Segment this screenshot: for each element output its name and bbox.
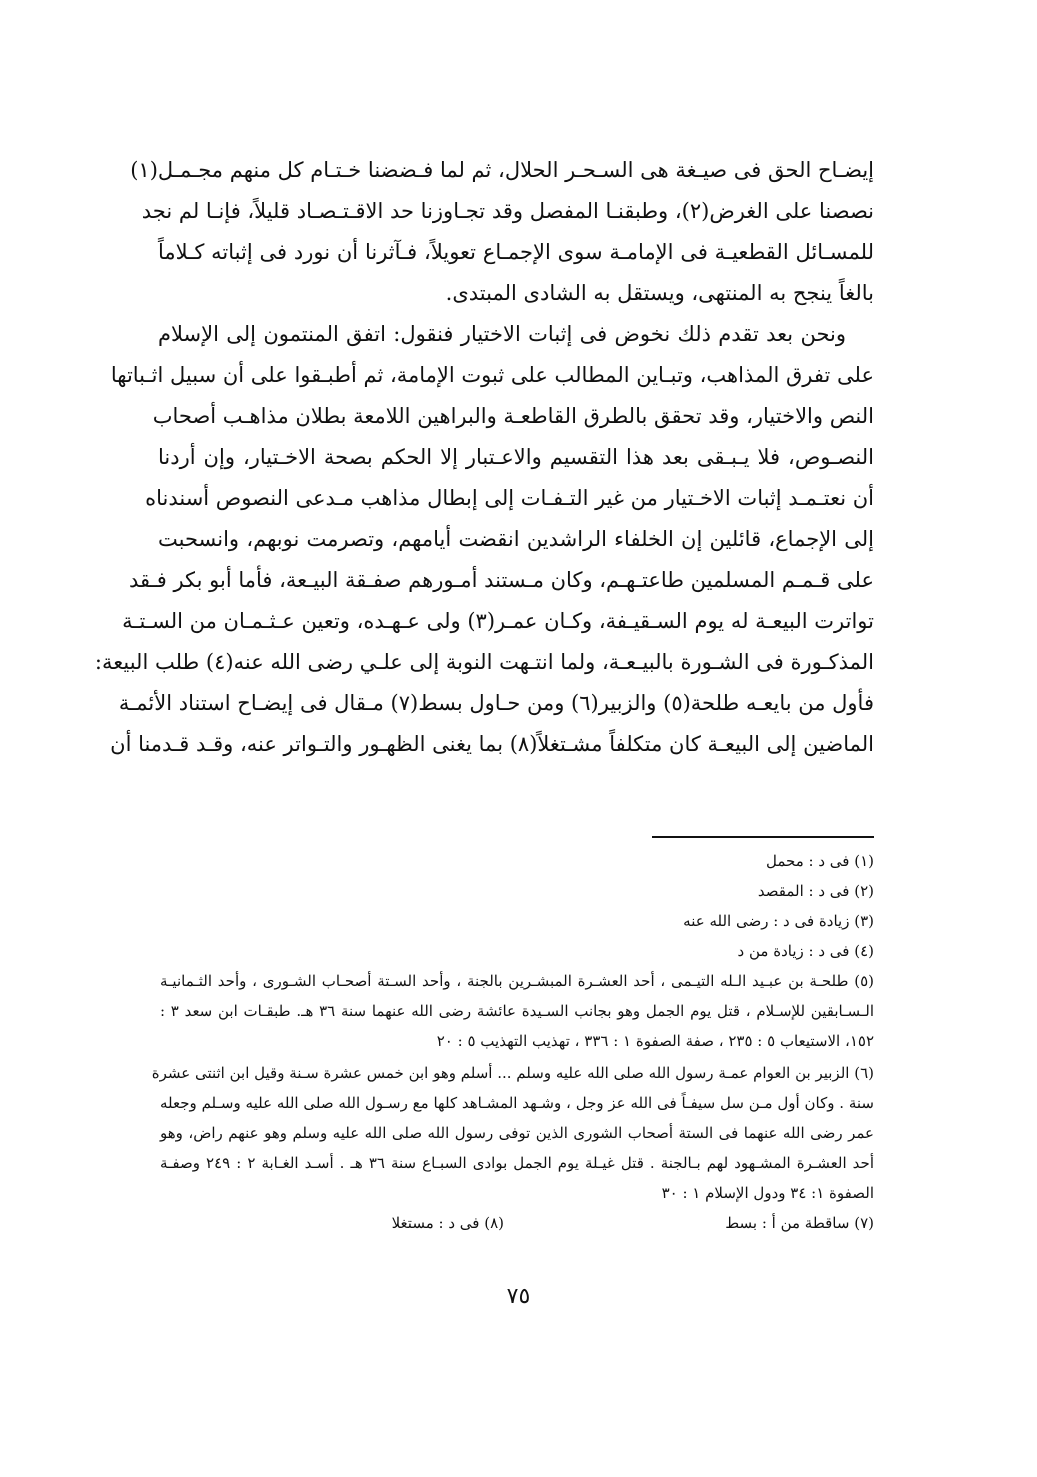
footnote-6-line: (٦) الزبير بن العوام عمـة رسول الله صلى الله عليه وسلم ... أسلم وهو ابن خمس عشرة سـنة وقيل ابن اثنتى عشرة bbox=[151, 1064, 874, 1082]
footnote-6-line: سنة . وكان أول مـن سل سيفـاً فى الله عز وجل ، وشـهد المشـاهد كلها مع رسـول الله صلى الله عليه وسـلم وجعله bbox=[160, 1094, 874, 1112]
footnote-8: (٨) فى د : مستغلا bbox=[391, 1214, 504, 1232]
footnote-divider bbox=[652, 836, 874, 838]
footnote-3: (٣) زيادة فى د : رضى الله عنه bbox=[683, 912, 874, 930]
text-line: ونحن بعد تقدم ذلك نخوض فى إثبات الاختيار فنقول: اتفق المنتمون إلى الإسلام bbox=[158, 322, 846, 346]
text-line: تواترت البيعـة له يوم السـقيـفة، وكـان عمـر(٣) ولى عـهـده، وتعين عـثـمـان من السـتـة bbox=[122, 609, 874, 633]
footnote-5-line: ١٥٢، الاستيعاب ٥ : ٢٣٥ ، صفة الصفوة ١ : ٣٣٦ ، تهذيب التهذيب ٥ : ٢٠ bbox=[436, 1032, 874, 1050]
footnote-7: (٧) ساقطة من أ : بسط bbox=[725, 1214, 874, 1232]
text-line: النصـوص، فلا يـبـقى بعد هذا التقسيم والاعـتبار إلا الحكم بصحة الاخـتيار، وإن أردنا bbox=[158, 445, 874, 469]
text-line: للمسـائل القطعيـة فى الإمامـة سوى الإجمـاع تعويلاً، فـآثرنا أن نورد فى إثباته كـلاماً bbox=[158, 240, 874, 264]
text-line: الماضين إلى البيعـة كان متكلفاً مشـتغلاً(٨) بما يغنى الظهـور والتـواتر عنه، وقـد قـدمنا أن bbox=[110, 732, 874, 756]
footnote-2: (٢) فى د : المقصد bbox=[757, 882, 874, 900]
text-line: النص والاختيار، وقد تحقق بالطرق القاطعـة والبراهين اللامعة بطلان مذاهـب أصحاب bbox=[152, 404, 874, 428]
footnote-6-line: أحد العشـرة المشـهود لهم بـالجنة . قتل غيـلة يوم الجمل بوادى السبـاع سنة ٣٦ هـ . أسـد الغـابة ٢ : ٢٤٩ وصفـة bbox=[160, 1154, 874, 1172]
page-number: ٧٥ bbox=[506, 1284, 531, 1309]
footnote-5-line: (٥) طلحـة بن عبـيد الـله التيـمى ، أحد العشـرة المبشـرين بالجنة ، وأحد السـتة أصحـاب الشـورى ، وأحد الثـمانيـة bbox=[160, 972, 874, 990]
text-line: إلى الإجماع، قائلين إن الخلفاء الراشدين انقضت أيامهم، وتصرمت نوبهم، وانسحبت bbox=[158, 527, 874, 551]
text-line: أن نعتـمـد إثبات الاخـتيار من غير التـفـات إلى إبطال مذاهب مـدعى النصوص أسندناه bbox=[145, 486, 874, 510]
text-line: فأول من بايعـه طلحة(٥) والزبير(٦) ومن حـاول بسط(٧) مـقال فى إيضـاح استناد الأئمـة bbox=[118, 691, 874, 715]
footnote-row-7-8 bbox=[160, 1208, 874, 1238]
text-line: المذكـورة فى الشـورة بالبيـعـة، ولما انتـهت النوبة إلى علـي رضى الله عنه(٤) طلب البيعة: bbox=[94, 650, 874, 674]
text-line: بالغاً ينجح به المنتهى، ويستقل به الشادى المبتدى. bbox=[445, 281, 874, 305]
text-line: إيضـاح الحق فى صيـغة هى السـحـر الحلال، ثم لما فـضضنا خـتـام كل منهم مجـمـل(١) bbox=[130, 158, 874, 182]
footnote-5-line: الـسـابقين للإسـلام ، قتل يوم الجمل وهو بجانب السـيدة عائشة رضى الله عنهما سنة ٣٦ هـ. طبقـات ابن سعد ٣ : bbox=[160, 1002, 874, 1020]
text-line: على تفرق المذاهب، وتبـاين المطالب على ثبوت الإمامة، ثم أطبـقوا على أن سبيل اثـباتها bbox=[110, 363, 874, 387]
main-text bbox=[94, 150, 874, 765]
footnote-4: (٤) فى د : زيادة من د bbox=[737, 942, 874, 960]
text-line: على قـمـم المسلمين طاعتـهـم، وكان مـستند أمـورهم صفـقة البيـعة، فأما أبو بكر فـقد bbox=[128, 568, 874, 592]
text-line: نصصنا على الغرض(٢)، وطبقنـا المفصل وقد تجـاوزنا حد الاقـتـصـاد قليلاً، فإنـا لم نجد bbox=[141, 199, 874, 223]
footnotes bbox=[151, 846, 874, 1238]
footnote-1: (١) فى د : محمل bbox=[765, 852, 874, 870]
footnote-6-line: عمر رضى الله عنهما فى الستة أصحاب الشورى الذين توفى رسول الله صلى الله عليه وسلم وهو عنهم راض، وهو bbox=[160, 1124, 874, 1142]
footnote-6-line: الصفوة ١: ٣٤ ودول الإسلام ١ : ٣٠ bbox=[661, 1184, 874, 1202]
